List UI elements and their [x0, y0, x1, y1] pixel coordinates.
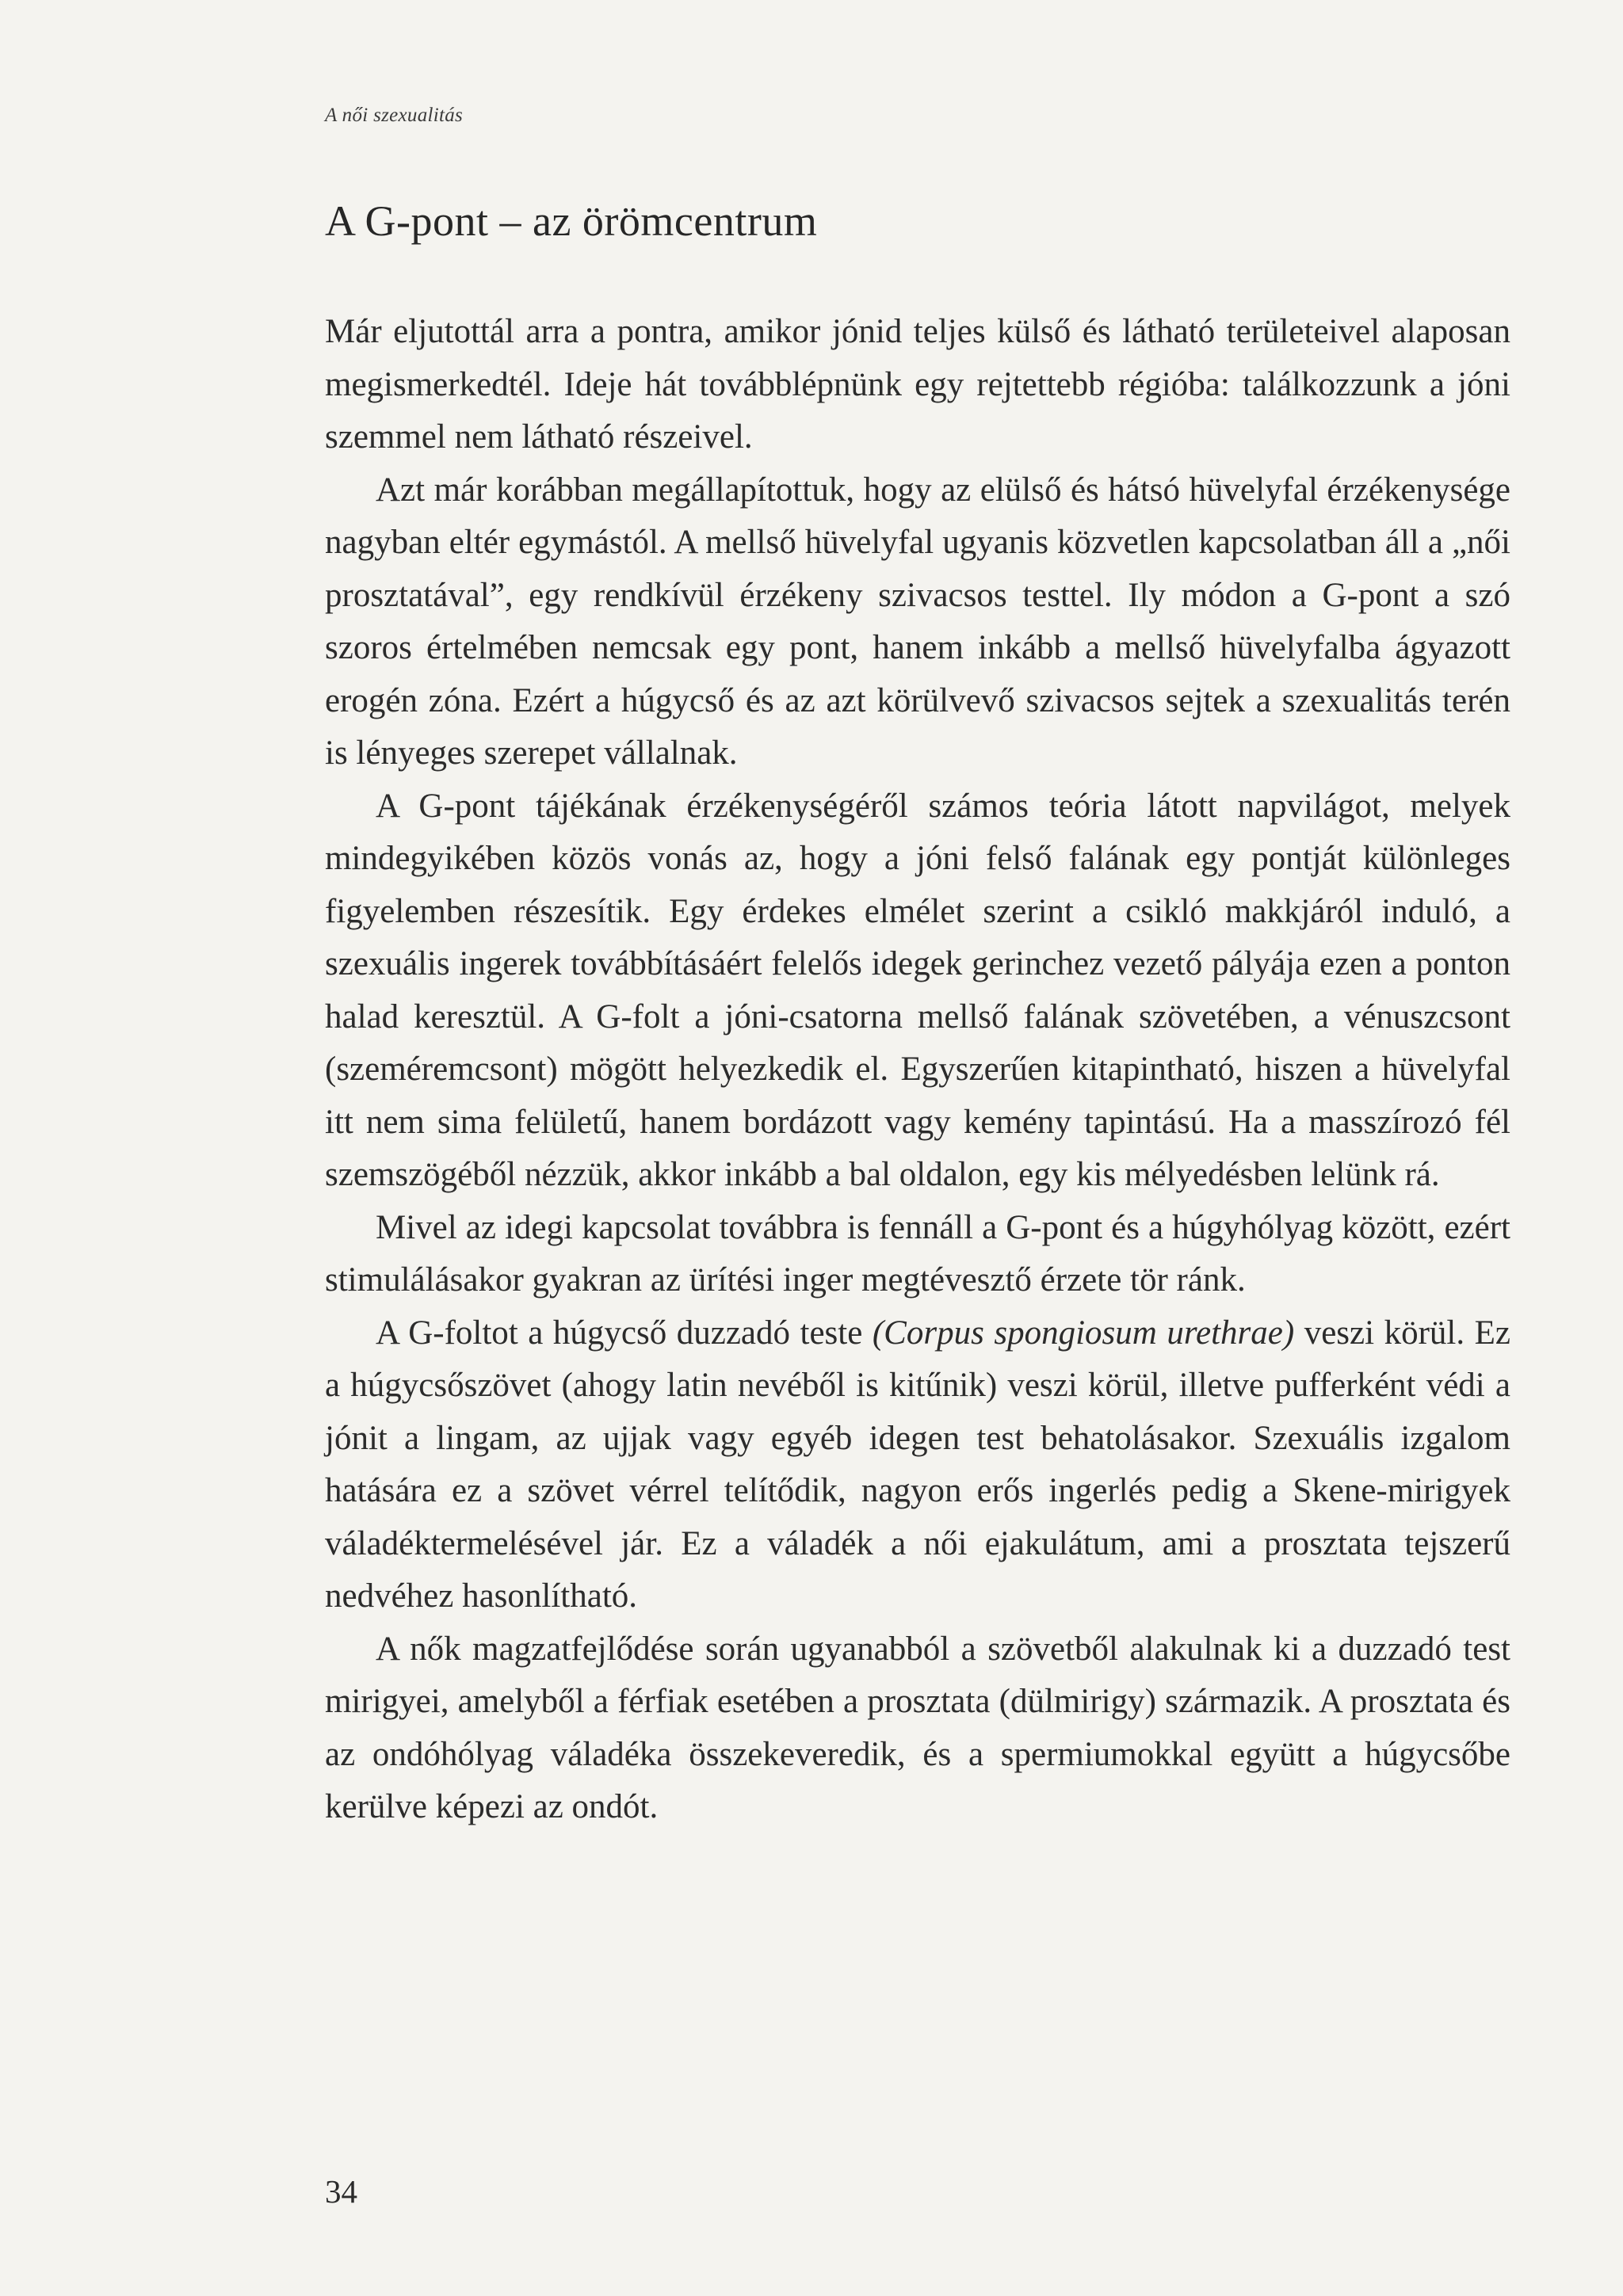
paragraph-6: A nők magzatfejlődése során ugyanabból a szövetből alakulnak ki a duzzadó test mirigyei, amelyből a férfiak esetében a prosztata (dülmirigy) származik. A prosztata és az ondóhólyag váladéka összekeveredik, és a spermiumokkal együtt a húgycsőbe kerülve képezi az ondót. — [325, 1630, 1510, 1825]
page-number: 34 — [325, 2173, 357, 2210]
chapter-title: A G-pont – az örömcentrum — [325, 197, 818, 245]
paragraph-2: Azt már korábban megállapítottuk, hogy az elülső és hátsó hüvelyfal érzékenysége nagyban eltér egymástól. A mellső hüvelyfal ugyanis közvetlen kapcsolatban áll a „női prosztatával”, egy rendkívül érzékeny szivacsos testtel. Ily módon a G-pont a szó szoros értelmében nemcsak egy pont, hanem inkább a mellső hüvelyfalba ágyazott erogén zóna. Ezért a húgycső és az azt körülvevő szivacsos sejtek a szexualitás terén is lényeges szerepet vállalnak. — [325, 471, 1510, 772]
paragraph-4: Mivel az idegi kapcsolat továbbra is fennáll a G-pont és a húgyhólyag között, ezért stimulálásakor gyakran az ürítési inger megtévesztő érzete tör ránk. — [325, 1208, 1510, 1299]
running-head: A női szexualitás — [325, 105, 464, 126]
paragraph-3: A G-pont tájékának érzékenységéről számos teória látott napvilágot, melyek mindegyikében közös vonás az, hogy a jóni felső falának egy pontját különleges figyelemben részesítik. Egy érdekes elmélet szerint a csikló makkjáról induló, a szexuális ingerek továbbításáért felelős idegek gerinchez vezető pályája ezen a ponton halad keresztül. A G-folt a jóni-csatorna mellső falának szövetében, a vénuszcsont (szeméremcsont) mögött helyezkedik el. Egyszerűen kitapintható, hiszen a hüvelyfal itt nem sima felületű, hanem bordázott vagy kemény tapintású. Ha a masszírozó fél szemszögéből nézzük, akkor inkább a bal oldalon, egy kis mélyedésben lelünk rá. — [325, 787, 1510, 1193]
body-text — [325, 306, 1510, 1834]
paragraph-5: A G-foltot a húgycső duzzadó teste (Corpus spongiosum urethrae) veszi körül. Ez a húgycsőszövet (ahogy latin nevéből is kitűnik) veszi körül, illetve pufferként védi a jónit a lingam, az ujjak vagy egyéb idegen test behatolásakor. Szexuális izgalom hatására ez a szövet vérrel telítődik, nagyon erős ingerlés pedig a Skene-mirigyek váladéktermelésével jár. Ez a váladék a női ejakulátum, ami a prosztata tejszerű nedvéhez hasonlítható. — [325, 1314, 1510, 1615]
paragraph-1: Már eljutottál arra a pontra, amikor jónid teljes külső és látható területeivel alaposan megismerkedtél. Ideje hát továbblépnünk egy rejtettebb régióba: találkozzunk a jóni szemmel nem látható részeivel. — [325, 313, 1510, 456]
latin-term: (Corpus spongiosum urethrae) — [872, 1314, 1295, 1352]
